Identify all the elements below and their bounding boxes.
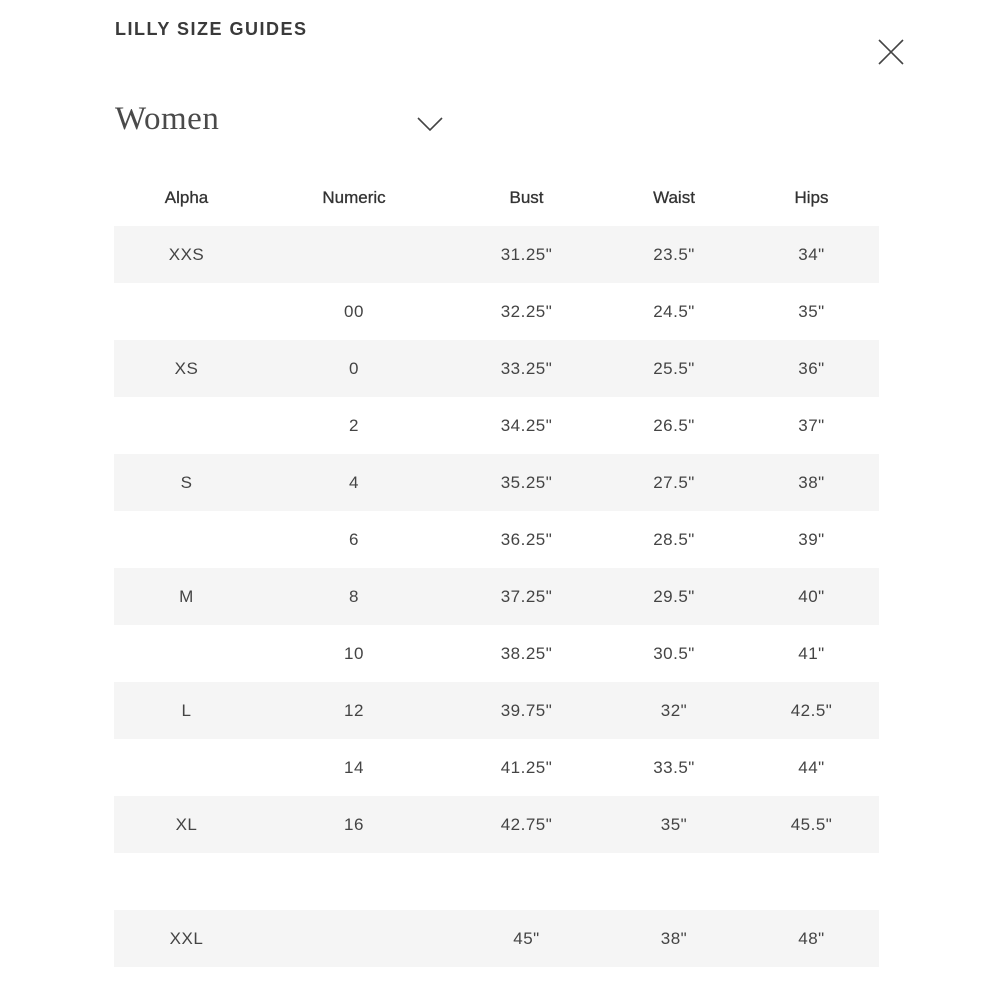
cell-bust: 42.75" (449, 796, 604, 853)
table-row (114, 283, 879, 340)
cell-bust: 35.25" (449, 454, 604, 511)
cell-hips: 37" (798, 415, 825, 435)
cell-hips: 41" (798, 643, 825, 663)
cell-numeric: 6 (349, 529, 359, 549)
category-select[interactable] (115, 98, 450, 146)
table-row (114, 454, 879, 511)
cell-alpha: XS (114, 340, 259, 397)
cell-hips: 39" (798, 529, 825, 549)
close-icon (872, 33, 910, 71)
cell-waist: 26.5" (653, 415, 695, 435)
table-row (114, 568, 879, 625)
table-row (114, 739, 879, 796)
column-header-bust: Bust (509, 188, 544, 207)
cell-hips: 34" (744, 226, 879, 283)
cell-bust: 37.25" (449, 568, 604, 625)
cell-waist: 30.5" (653, 643, 695, 663)
cell-waist (604, 853, 744, 910)
cell-alpha: L (114, 682, 259, 739)
cell-alpha: XXS (114, 226, 259, 283)
cell-numeric (259, 853, 449, 910)
cell-waist: 33.5" (653, 757, 695, 777)
table-row (114, 853, 879, 910)
cell-hips: 45.5" (744, 796, 879, 853)
cell-alpha (114, 397, 259, 454)
cell-waist: 32" (604, 682, 744, 739)
column-header-numeric: Numeric (322, 188, 386, 207)
table-row (114, 340, 879, 397)
cell-waist: 35" (604, 796, 744, 853)
cell-waist: 29.5" (604, 568, 744, 625)
cell-bust: 39.75" (449, 682, 604, 739)
table-row (114, 682, 879, 739)
cell-bust: 32.25" (500, 301, 553, 321)
cell-alpha: M (114, 568, 259, 625)
cell-alpha: XXL (114, 910, 259, 967)
table-row (114, 226, 879, 283)
table-row (114, 910, 879, 967)
cell-numeric: 14 (344, 757, 364, 777)
cell-alpha: XL (114, 796, 259, 853)
category-select-value: Women (115, 101, 220, 137)
cell-bust: 31.25" (449, 226, 604, 283)
modal-title: LILLY SIZE GUIDES (115, 19, 308, 39)
column-header-alpha: Alpha (164, 188, 209, 207)
table-row (114, 397, 879, 454)
column-header-waist: Waist (653, 188, 695, 207)
size-table (114, 170, 879, 967)
cell-alpha (114, 511, 259, 568)
cell-hips: 36" (744, 340, 879, 397)
cell-bust: 41.25" (500, 757, 553, 777)
cell-hips: 42.5" (744, 682, 879, 739)
cell-numeric: 4 (259, 454, 449, 511)
cell-bust: 36.25" (500, 529, 553, 549)
cell-alpha (114, 739, 259, 796)
column-header-hips: Hips (794, 188, 829, 207)
cell-alpha (114, 283, 259, 340)
cell-hips: 40" (744, 568, 879, 625)
cell-numeric: 2 (349, 415, 359, 435)
cell-numeric: 0 (259, 340, 449, 397)
cell-waist: 23.5" (604, 226, 744, 283)
table-row (114, 511, 879, 568)
cell-hips: 48" (744, 910, 879, 967)
table-header-row (114, 170, 879, 226)
cell-alpha (114, 625, 259, 682)
cell-bust: 45" (449, 910, 604, 967)
chevron-down-icon (415, 114, 445, 134)
cell-waist: 24.5" (653, 301, 695, 321)
cell-waist: 25.5" (604, 340, 744, 397)
cell-hips: 38" (744, 454, 879, 511)
cell-numeric (259, 226, 449, 283)
table-row (114, 796, 879, 853)
cell-hips: 35" (798, 301, 825, 321)
cell-waist: 27.5" (604, 454, 744, 511)
cell-bust: 38.25" (500, 643, 553, 663)
cell-numeric: 00 (344, 301, 364, 321)
cell-hips: 44" (798, 757, 825, 777)
cell-waist: 28.5" (653, 529, 695, 549)
cell-numeric: 8 (259, 568, 449, 625)
table-row (114, 625, 879, 682)
cell-hips (744, 853, 879, 910)
cell-bust: 33.25" (449, 340, 604, 397)
cell-alpha (114, 853, 259, 910)
cell-numeric: 16 (259, 796, 449, 853)
cell-numeric (259, 910, 449, 967)
cell-bust (449, 853, 604, 910)
cell-numeric: 10 (344, 643, 364, 663)
cell-alpha: S (114, 454, 259, 511)
close-button[interactable] (872, 33, 910, 71)
cell-waist: 38" (604, 910, 744, 967)
cell-numeric: 12 (259, 682, 449, 739)
cell-bust: 34.25" (500, 415, 553, 435)
